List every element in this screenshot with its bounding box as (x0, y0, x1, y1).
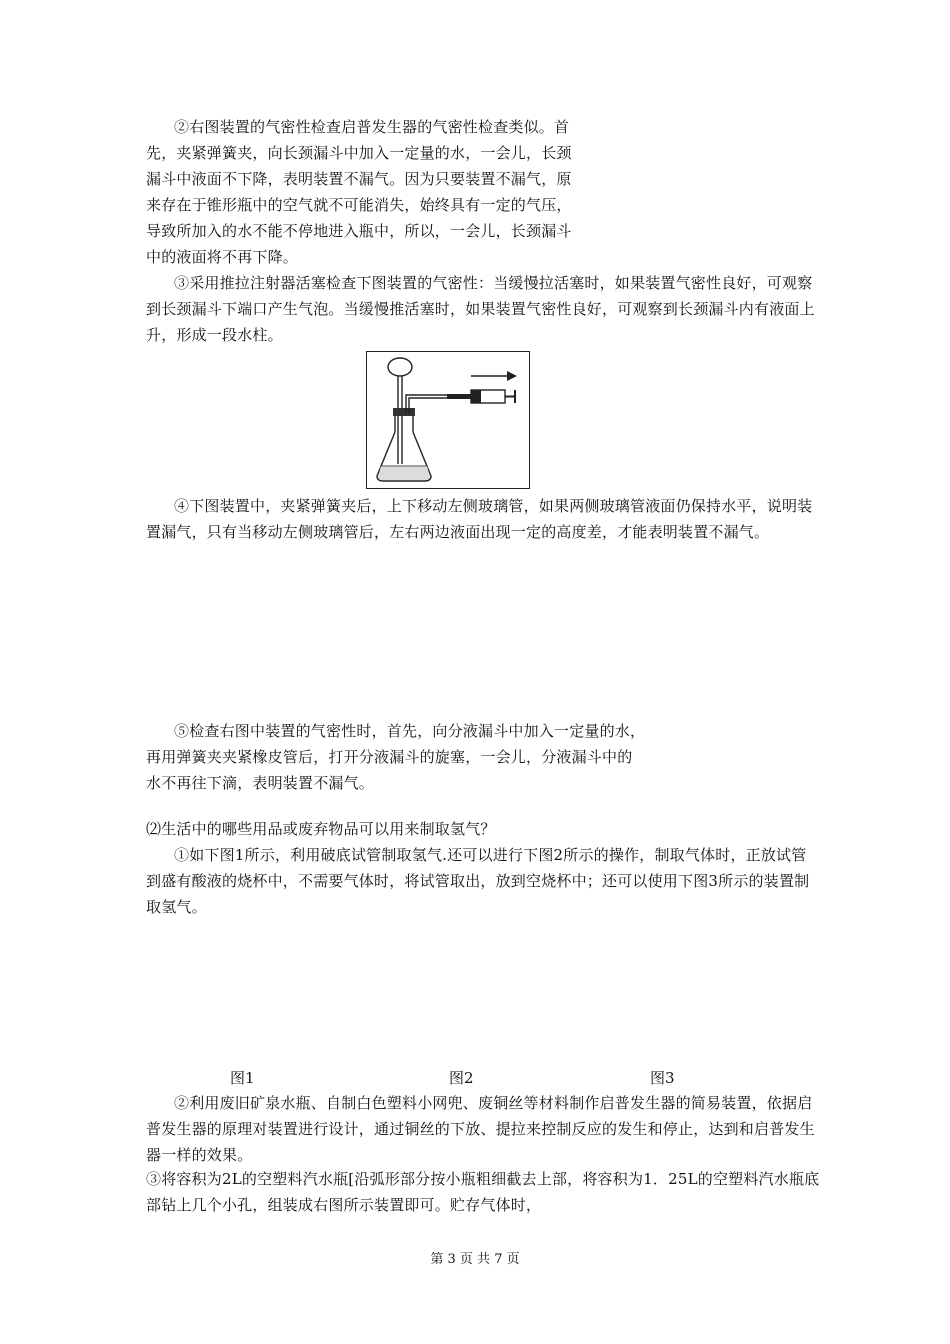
question-2-heading: ⑵生活中的哪些用品或废弃物品可以用来制取氢气？ (146, 820, 496, 838)
p3-line-2: 到长颈漏斗下端口产生气泡。当缓慢推活塞时，如果装置气密性良好，可观察到长颈漏斗内有液面上 (146, 300, 815, 318)
caption-figure-2: 图2 (449, 1069, 474, 1087)
p2-line-2: 先，夹紧弹簧夹，向长颈漏斗中加入一定量的水，一会儿，长颈 (146, 144, 572, 162)
funnel-bulb (388, 358, 412, 376)
apparatus-figure (366, 351, 530, 489)
p2-line-1: ②右图装置的气密性检查启普发生器的气密性检查类似。首 (174, 118, 570, 136)
rubber-stopper (393, 408, 415, 416)
syringe-plunger-head (471, 390, 481, 403)
p5-line-1: ⑤检查右图中装置的气密性时，首先，向分液漏斗中加入一定量的水， (174, 722, 646, 740)
liquid (378, 466, 430, 480)
p5-line-2: 再用弹簧夹夹紧橡皮管后，打开分液漏斗的旋塞，一会儿，分液漏斗中的 (146, 748, 633, 766)
p5-line-3: 水不再往下滴，表明装置不漏气。 (146, 774, 375, 792)
rubber-tube (447, 394, 471, 399)
caption-figure-3: 图3 (650, 1069, 675, 1087)
q2-2-line-1: ②利用废旧矿泉水瓶、自制白色塑料小网兜、废铜丝等材料制作启普发生器的简易装置，依据启 (174, 1094, 813, 1112)
pull-arrow-icon (507, 371, 517, 381)
page-footer: 第 3 页 共 7 页 (430, 1252, 520, 1267)
q2-1-line-1: ①如下图1所示，利用破底试管制取氢气.还可以进行下图2所示的操作，制取气体时，正放试管 (174, 846, 807, 864)
q2-3-line-1: ③将容积为2L的空塑料汽水瓶[沿弧形部分按小瓶粗细截去上部，将容积为1．25L的空塑料汽水瓶底 (146, 1170, 820, 1188)
p3-line-1: ③采用推拉注射器活塞检查下图装置的气密性：当缓慢拉活塞时，如果装置气密性良好，可观察 (174, 274, 813, 292)
q2-2-line-3: 器一样的效果。 (146, 1146, 253, 1164)
flask-syringe-diagram (367, 352, 529, 488)
q2-3-line-2: 部钻上几个小孔，组装成右图所示装置即可。贮存气体时， (146, 1196, 542, 1214)
p2-line-6: 中的液面将不再下降。 (146, 248, 299, 266)
p2-line-4: 来存在于锥形瓶中的空气就不可能消失，始终具有一定的气压， (146, 196, 572, 214)
q2-1-line-3: 取氢气。 (146, 898, 207, 916)
p2-line-3: 漏斗中液面不下降，表明装置不漏气。因为只要装置不漏气，原 (146, 170, 572, 188)
caption-figure-1: 图1 (230, 1069, 255, 1087)
p2-line-5: 导致所加入的水不能不停地进入瓶中，所以，一会儿，长颈漏斗 (146, 222, 572, 240)
q2-2-line-2: 普发生器的原理对装置进行设计，通过铜丝的下放、提拉来控制反应的发生和停止，达到和启普发生 (146, 1120, 815, 1138)
p4-line-2: 置漏气，只有当移动左侧玻璃管后，左右两边液面出现一定的高度差，才能表明装置不漏气。 (146, 523, 770, 541)
p3-line-3: 升，形成一段水柱。 (146, 326, 283, 344)
q2-1-line-2: 到盛有酸液的烧杯中，不需要气体时，将试管取出，放到空烧杯中；还可以使用下图3所示的装置制 (146, 872, 810, 890)
p4-line-1: ④下图装置中，夹紧弹簧夹后，上下移动左侧玻璃管，如果两侧玻璃管液面仍保持水平，说明装 (174, 497, 813, 515)
